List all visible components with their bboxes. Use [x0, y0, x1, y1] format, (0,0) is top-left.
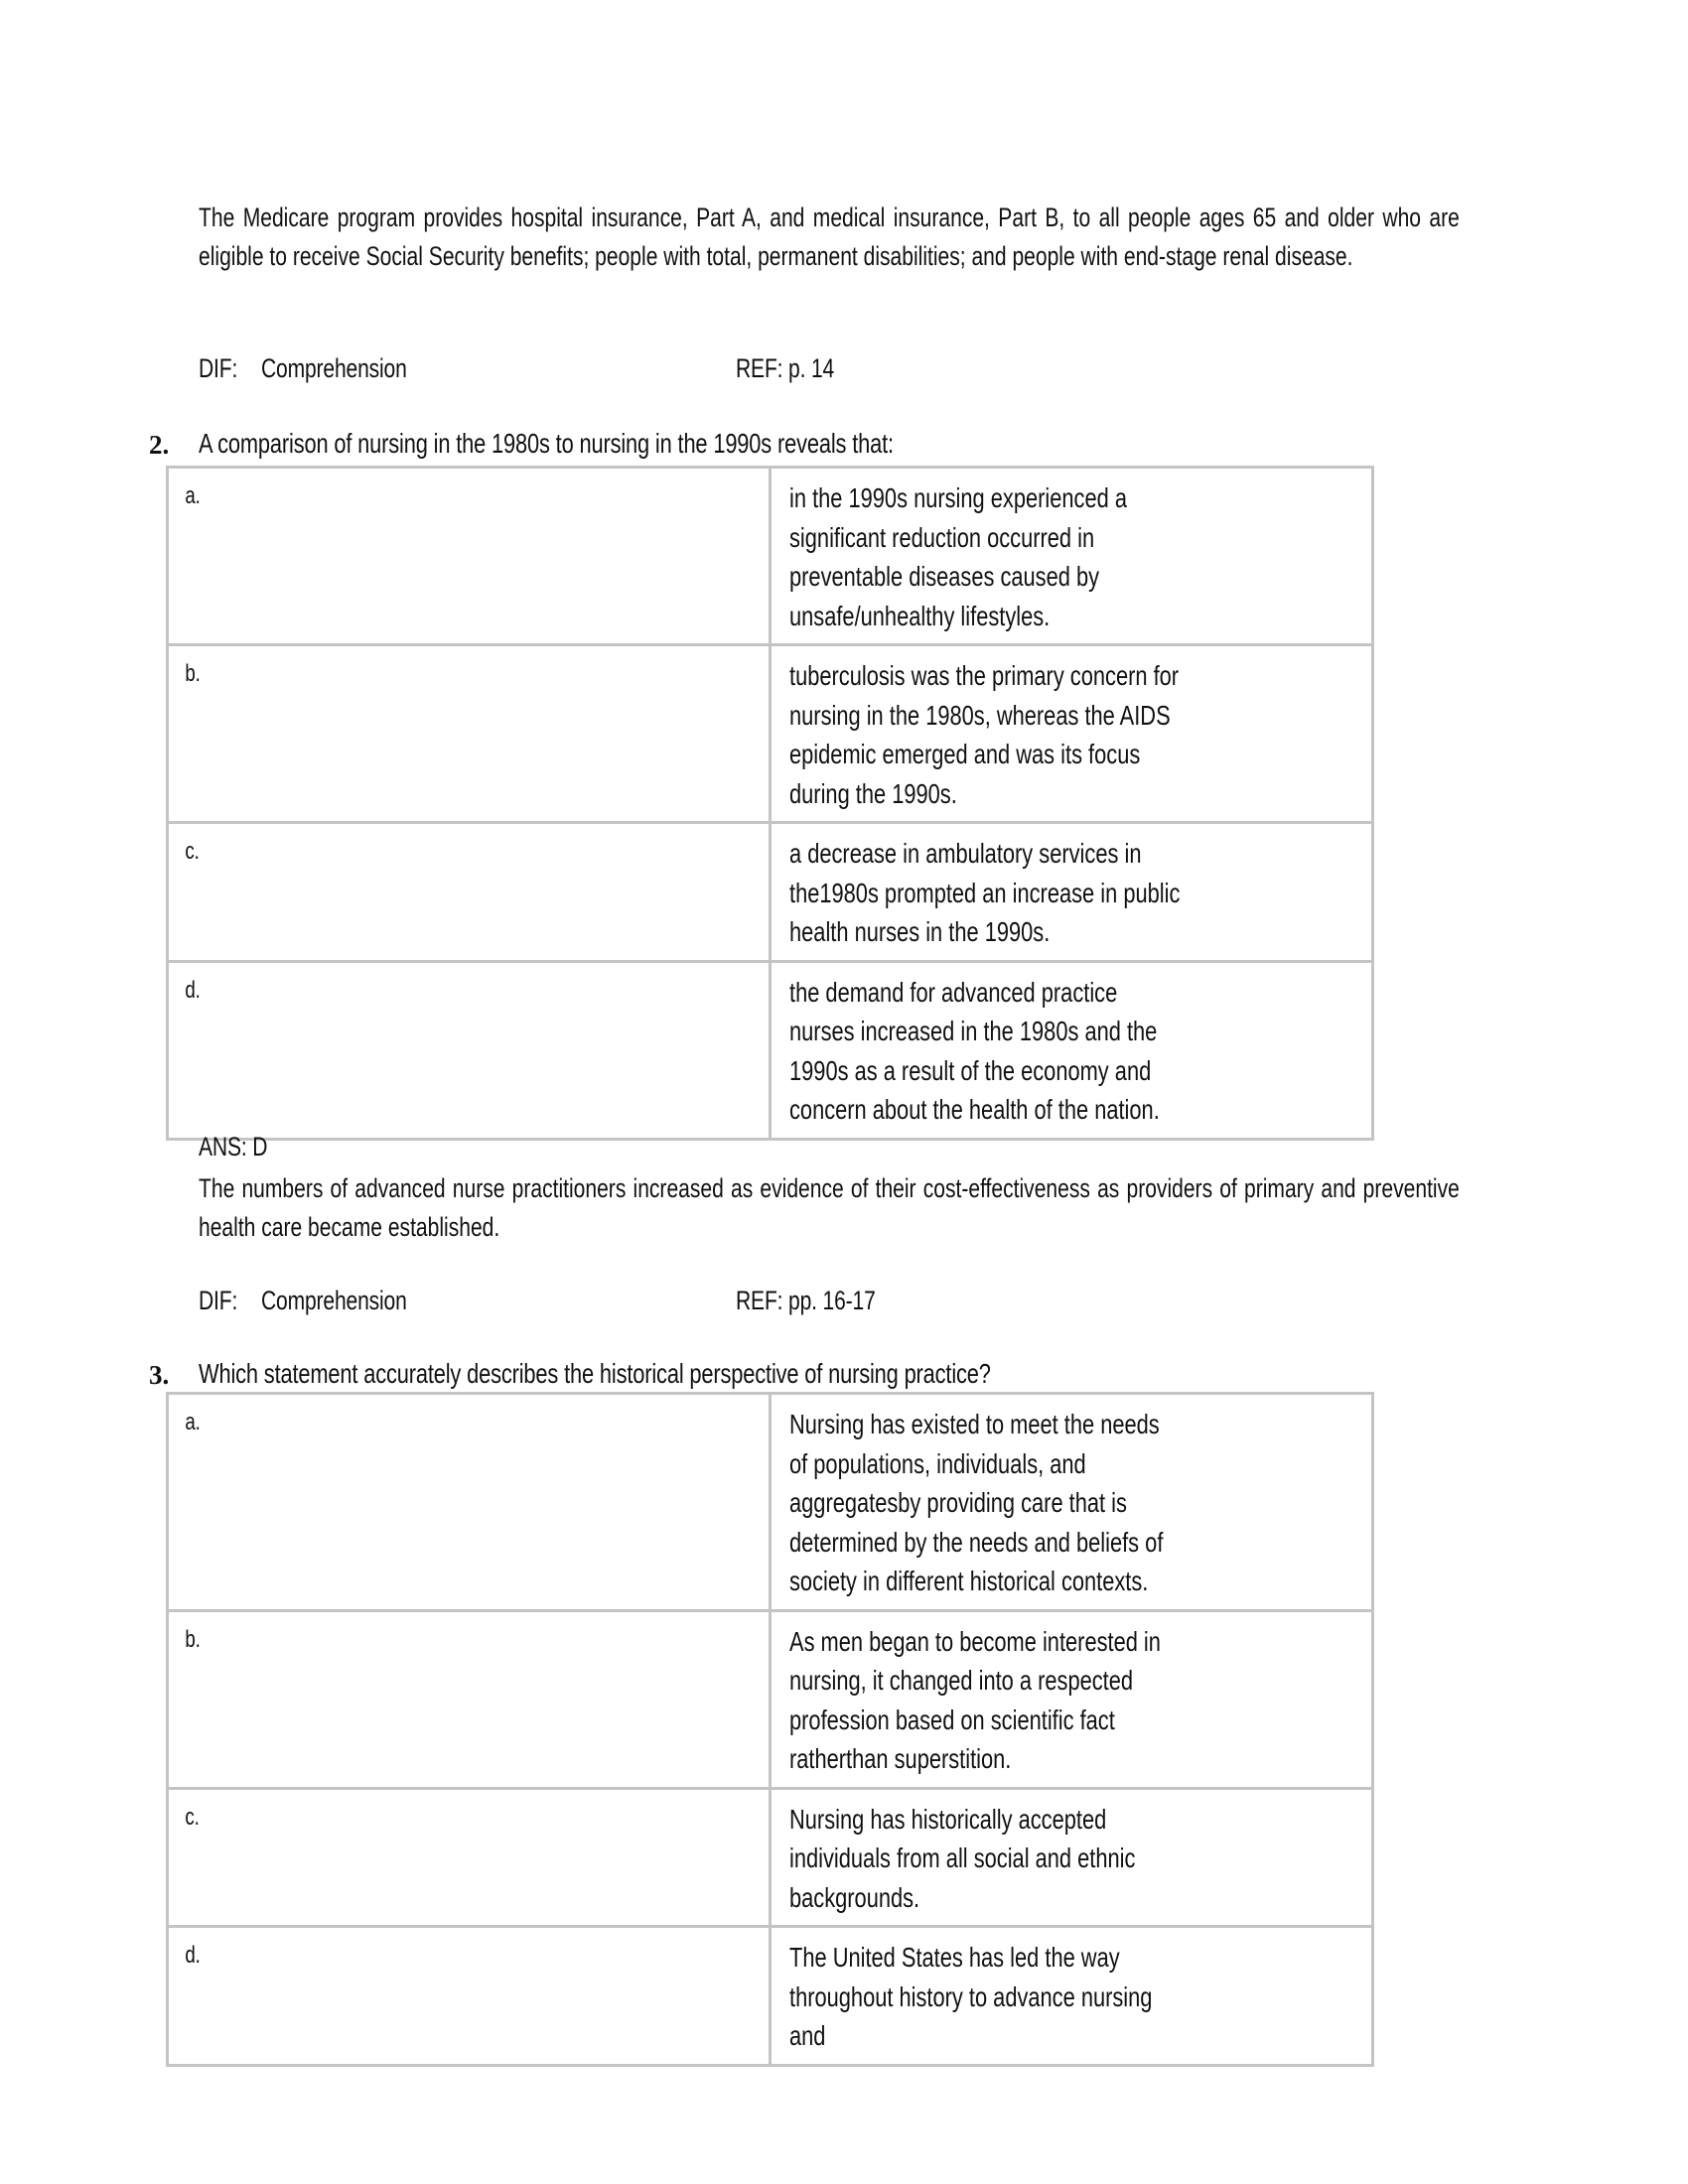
q2-option-letter: c. — [185, 838, 200, 865]
q2-option-letter-cell — [168, 961, 771, 1139]
q2-option-row — [168, 468, 1373, 645]
q2-option-row — [168, 645, 1373, 823]
q2-option-row — [168, 961, 1373, 1139]
q2-option-text-cell — [771, 961, 1373, 1139]
q3-option-letter: b. — [185, 1625, 201, 1653]
q2-option-text-cell — [771, 468, 1373, 645]
q2-rationale: The numbers of advanced nurse practitioners increased as evidence of their cost-effectiveness as providers of primary and preventive health care became established. — [199, 1173, 1460, 1242]
q3-option-letter-cell — [168, 1394, 771, 1611]
q2-ref: REF: pp. 16-17 — [736, 1286, 876, 1315]
q2-options-table — [166, 466, 1374, 1141]
q1-dif-label: DIF: — [199, 353, 238, 383]
q2-stem: A comparison of nursing in the 1980s to nursing in the 1990s reveals that: — [199, 428, 894, 459]
q2-option-text-cell — [771, 645, 1373, 823]
q2-option-row — [168, 823, 1373, 962]
q2-option-text: the demand for advanced practice nurses increased in the 1980s and the 1990s as a result of the economy and concern about the health of the nation. — [789, 976, 1160, 1125]
q2-dif-value: Comprehension — [261, 1286, 407, 1315]
q2-option-text: a decrease in ambulatory services in the1980s prompted an increase in public health nurses in the 1990s. — [789, 838, 1181, 947]
q3-option-text: As men began to become interested in nursing, it changed into a respected profession based on scientific fact ratherthan superstition. — [789, 1625, 1161, 1774]
q1-ref: REF: p. 14 — [736, 353, 835, 383]
q3-option-text-cell — [771, 1394, 1373, 1611]
q3-option-text: Nursing has historically accepted individuals from all social and ethnic backgrounds. — [789, 1803, 1136, 1913]
q2-option-letter-cell — [168, 468, 771, 645]
q2-option-text-cell — [771, 823, 1373, 962]
q3-options-table — [166, 1392, 1374, 2067]
q3-option-row — [168, 1610, 1373, 1788]
q3-option-letter-cell — [168, 1927, 771, 2066]
q3-option-text: The United States has led the way throughout history to advance nursing and — [789, 1942, 1153, 2051]
q3-option-letter-cell — [168, 1610, 771, 1788]
q3-option-text-cell — [771, 1610, 1373, 1788]
q1-dif-value: Comprehension — [261, 353, 407, 383]
q3-option-row — [168, 1394, 1373, 1611]
q2-option-letter-cell — [168, 645, 771, 823]
q3-option-text-cell — [771, 1927, 1373, 2066]
q3-stem: Which statement accurately describes the historical perspective of nursing practice? — [199, 1358, 991, 1389]
q3-option-letter: d. — [185, 1942, 201, 1969]
q2-option-text: in the 1990s nursing experienced a significant reduction occurred in preventable diseases caused by unsafe/unhealthy lifestyles. — [789, 482, 1127, 631]
q2-dif-label: DIF: — [199, 1286, 238, 1315]
q2-option-letter: a. — [185, 482, 201, 509]
q3-number: 3. — [149, 1360, 170, 1390]
q3-option-letter: c. — [185, 1803, 200, 1831]
q3-option-letter: a. — [185, 1409, 201, 1435]
q2-option-text: tuberculosis was the primary concern for nursing in the 1980s, whereas the AIDS epidemic emerged and was its focus during the 1990s. — [789, 660, 1180, 809]
q1-rationale: The Medicare program provides hospital insurance, Part A, and medical insurance, Part B, to all people ages 65 and older who are eligible to receive Social Security benefits; people with total, permanent disabilities; and people with end-stage renal disease. — [199, 203, 1460, 271]
q2-option-letter-cell — [168, 823, 771, 962]
q3-option-row — [168, 1927, 1373, 2066]
q2-option-letter: b. — [185, 660, 201, 687]
q3-option-text: Nursing has existed to meet the needs of populations, individuals, and aggregatesby providing care that is determined by the needs and beliefs of society in different historical contexts. — [789, 1409, 1164, 1596]
q2-number: 2. — [149, 430, 170, 460]
q2-option-letter: d. — [185, 976, 201, 1004]
q3-option-letter-cell — [168, 1788, 771, 1927]
q3-option-text-cell — [771, 1788, 1373, 1927]
q2-answer: ANS: D — [199, 1132, 268, 1161]
q3-option-row — [168, 1788, 1373, 1927]
